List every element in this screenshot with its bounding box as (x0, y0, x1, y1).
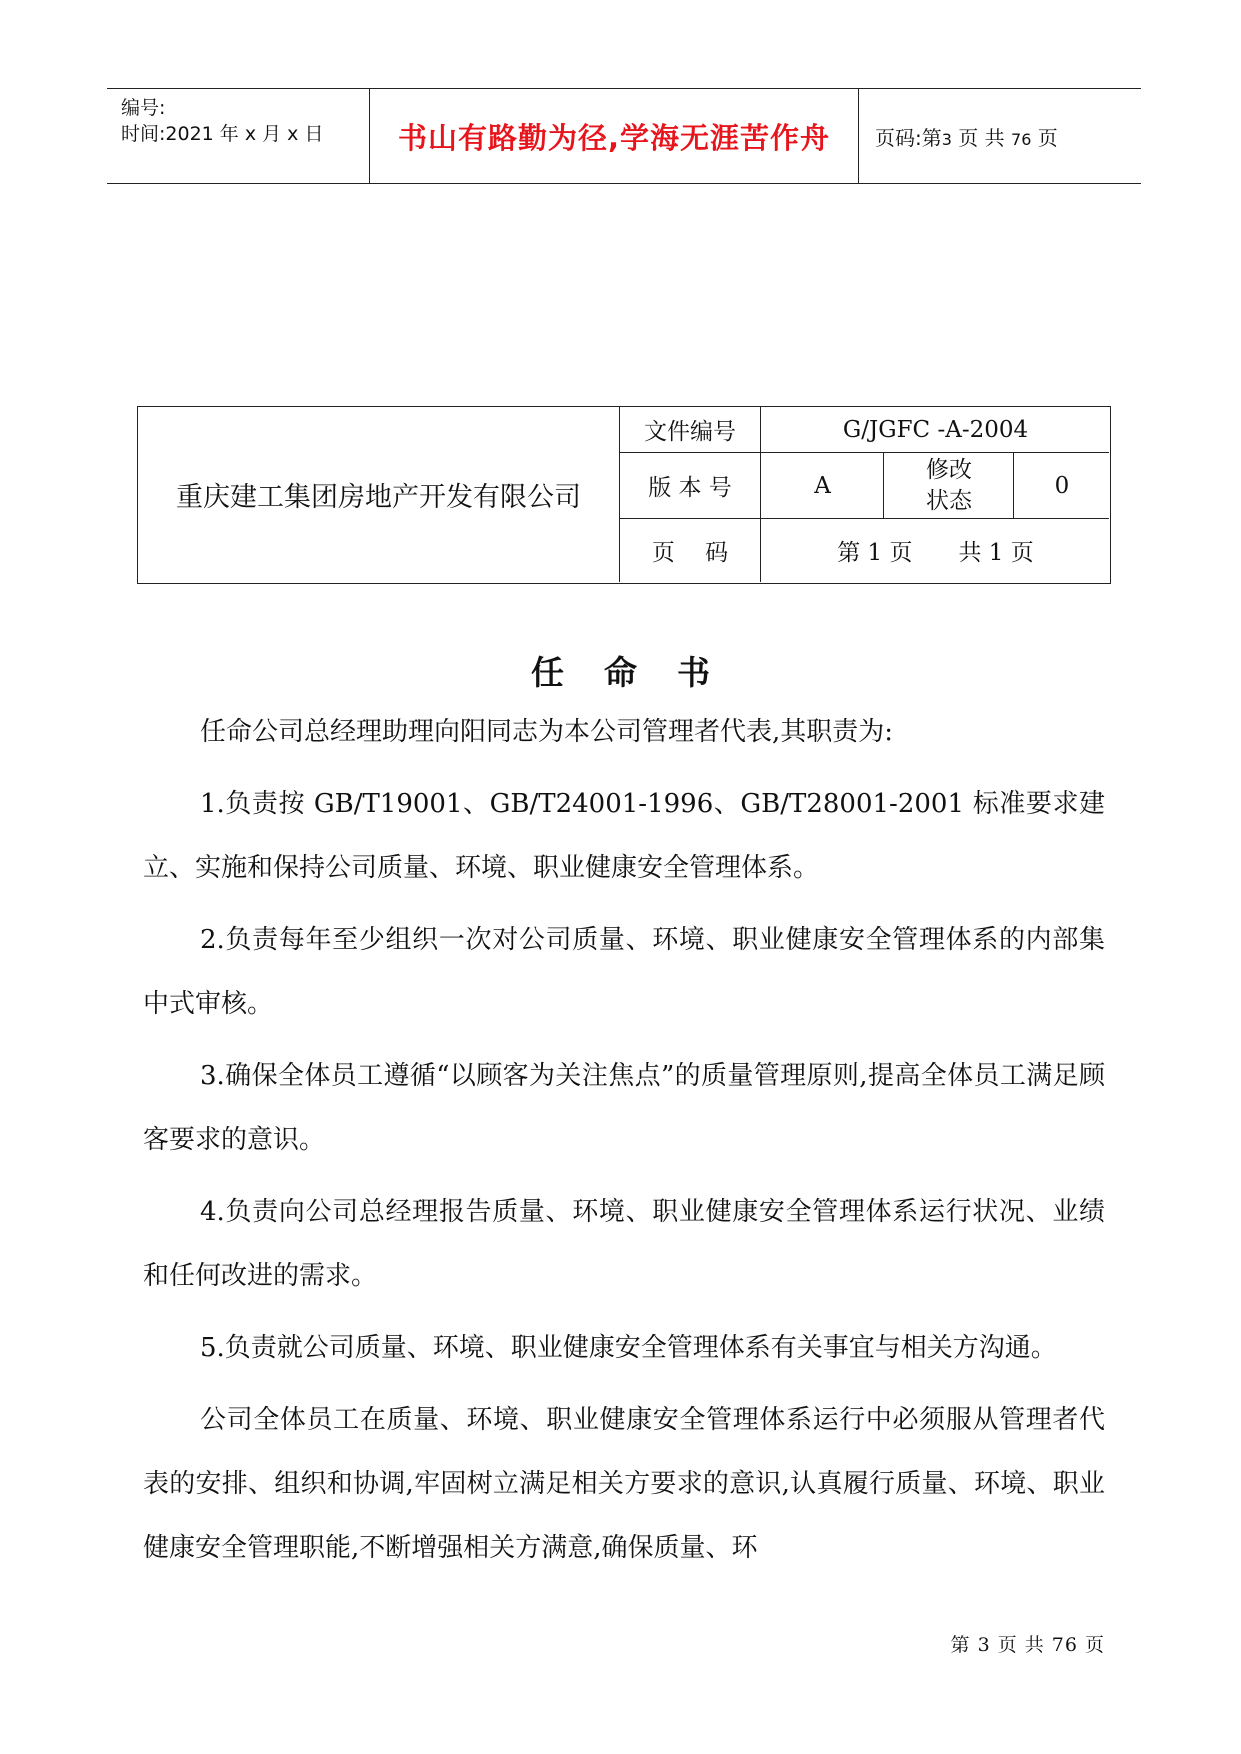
company-name: 重庆建工集团房地产开发有限公司 (138, 407, 620, 582)
page-header (107, 88, 1141, 184)
time-label: 时间:2021 年 x 月 x 日 (121, 123, 324, 145)
doc-number-label: 文件编号 (620, 407, 761, 452)
revision-label-line-1: 修改 (926, 456, 972, 483)
document-title: 任命书 (531, 653, 750, 692)
paragraph-duty-2: 2.负责每年至少组织一次对公司质量、环境、职业健康安全管理体系的内部集中式审核。 (143, 925, 1105, 1019)
motto: 书山有路勤为径,学海无涯苦作舟 (397, 120, 831, 155)
revision-value: 0 (1054, 472, 1070, 499)
version-label: 版 本 号 (620, 453, 761, 518)
revision-label-line-2: 状态 (926, 487, 972, 514)
page-label: 页 码 (620, 519, 761, 582)
version-row (620, 453, 1109, 519)
page-row (620, 519, 1109, 582)
page-code: 页码:第3 页 共 76 页 (875, 125, 1058, 150)
page-value: 第 1 页 共 1 页 (837, 540, 1034, 566)
paragraph-duty-3: 3.确保全体员工遵循“以顾客为关注焦点”的质量管理原则,提高全体员工满足顾客要求的意识。 (143, 1061, 1105, 1155)
doc-number-value: G/JGFC -A-2004 (842, 416, 1029, 443)
revision-label (885, 453, 1014, 518)
number-label: 编号: (121, 97, 166, 119)
version-value: A (762, 453, 884, 518)
paragraph-duty-1: 1.负责按 GB/T19001、GB/T24001-1996、GB/T28001-2001 标准要求建立、实施和保持公司质量、环境、职业健康安全管理体系。 (143, 789, 1105, 883)
page-footer: 第 3 页 共 76 页 (950, 1634, 1105, 1656)
paragraph-duty-4: 4.负责向公司总经理报告质量、环境、职业健康安全管理体系运行状况、业绩和任何改进的需求。 (143, 1197, 1105, 1291)
doc-number-row (620, 407, 1109, 453)
header-meta (107, 89, 370, 183)
document-info-table (137, 406, 1111, 584)
header-page-code (859, 89, 1141, 183)
document-body (143, 700, 1105, 1580)
paragraph-closing: 公司全体员工在质量、环境、职业健康安全管理体系运行中必须服从管理者代表的安排、组织和协调,牢固树立满足相关方要求的意识,认真履行质量、环境、职业健康安全管理职能,不断增强相关方满意,确保质量、环 (143, 1405, 1105, 1563)
paragraph-intro: 任命公司总经理助理向阳同志为本公司管理者代表,其职责为: (200, 717, 894, 747)
header-motto-cell (370, 89, 859, 183)
paragraph-duty-5: 5.负责就公司质量、环境、职业健康安全管理体系有关事宜与相关方沟通。 (200, 1333, 1057, 1363)
